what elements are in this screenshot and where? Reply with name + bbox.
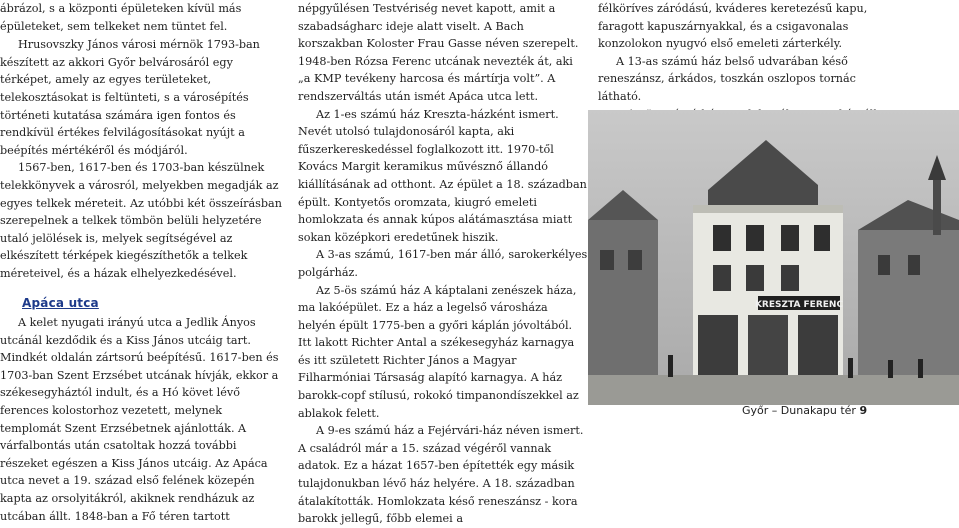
street-photo-illustration	[588, 110, 959, 405]
paragraph: ábrázol, s a központi épületeken kívül más épületeket, sem telkeket nem tüntet fel.	[0, 2, 242, 33]
paragraph: félköríves záródású, kváderes keretezésű kapu, faragott kapuszárnyakkal, és a csigavonalas konzolokon nyugvó első emeleti zárterkély.	[598, 2, 868, 51]
text-column-2	[298, 0, 588, 528]
paragraph: A kelet nyugati irányú utca a Jedlik Ányos utcánál kezdődik és a Kiss János utcáig tart. Mindkét oldalán zártsorú beépítésű. 1617-ben és 1703-ban Szent Erzsébet utcának hívják, ekkor a székesegyháztól indult, és a Hó követ lévő ferences kolostorhoz vezetett, melynek templomát Szent Erzsébetnek ajánlották. A várfalbontás után csatoltak hozzá további részeket egészen a Kiss János utcáig. Az Apáca utca nevet a 19. század első felének közepén kapta az orsolyitákról, akiknek rendházuk az utcában állt. 1848-ban a Fő téren tartott	[0, 316, 279, 523]
paragraph: A 3-as számú, 1617-ben már álló, sarokerkélyes polgárház.	[298, 248, 588, 279]
footer-dash: –	[771, 404, 778, 417]
footer-title: Dunakapu tér	[780, 404, 856, 417]
section-heading: Apáca utca	[22, 295, 99, 310]
paragraph: Hrusovszky János városi mérnök 1793-ban készített az akkori Győr belvárosáról egy térképet, amely az egyes területeket, telekosztásokat is feltünteti, s a városépítés történeti kutatása számára igen fontos és rendkívül értékes felvilágosításokat nyújt a beépítés mértékéről és módjáról.	[0, 38, 260, 157]
paragraph: Az 1-es számú ház Kreszta-házként ismert. Nevét utolsó tulajdonosáról kapta, aki fűszerkereskedéssel foglalkozott itt. 1970-től Kovács Margit keramikus művésznő állandó kiállításának ad otthont. Az épület a 18. században épült. Kontyetős oromzata, kiugró emeleti homlokzata és annak kúpos alátámasztása miatt sokan középkori eredetűnek hiszik.	[298, 107, 587, 244]
paragraph: A 13-as számú ház belső udvarában késő reneszánsz, árkádos, toszkán oszlopos tornác látható.	[598, 54, 856, 103]
paragraph: Az 5-ös számú ház A káptalani zenészek háza, ma lakóépület. Ez a ház a legelső városháza helyén épült 1775-ben a győri káplán jóvoltából. Itt lakott Richter Antal a székesegyház karnagya és itt született Richter János a Magyar Filharmóniai Társaság alapító karnagya. A ház barokk-copf stílusú, rokokó timpanondíszekkel az ablakok felett.	[298, 283, 579, 420]
shop-sign: KRESZTA FERENC	[754, 300, 844, 310]
historic-street-photo	[588, 110, 959, 405]
footer-place: Győr	[742, 404, 769, 417]
page-footer	[742, 404, 867, 417]
paragraph: 1567-ben, 1617-ben és 1703-ban készülnek telekkönyvek a városról, melyekben megadják az egyes telkek méreteit. Az utóbbi két összeírásban szerepelnek a telkek tömbön belüli helyzetére utaló jelölések is, melyek segítségével az elkészített térképek kiegészíthetők a telkek méreteivel, és a házak elhelyezkedésével.	[0, 161, 282, 280]
paragraph: A 9-es számú ház a Fejérvári-ház néven ismert. A családról már a 15. század végéről vannak adatok. Ez a házat 1657-ben építették egy másik tulajdonukban lévő ház helyére. A 18. században átalakították. Homlokzata késő reneszánsz - kora barokk jellegű, főbb elemei a	[298, 424, 584, 526]
paragraph: népgyűlésen Testvériség nevet kapott, amit a szabadságharc ideje alatt viselt. A Bach korszakban Koloster Frau Gasse néven szerepelt. 1948-ben Rózsa Ferenc utcának nevezték át, aki „a KMP tevékeny harcosa és mártírja volt”. A rendszerváltás után ismét Apáca utca lett.	[298, 2, 579, 103]
page-number: 9	[859, 404, 868, 417]
text-column-1	[0, 0, 285, 525]
